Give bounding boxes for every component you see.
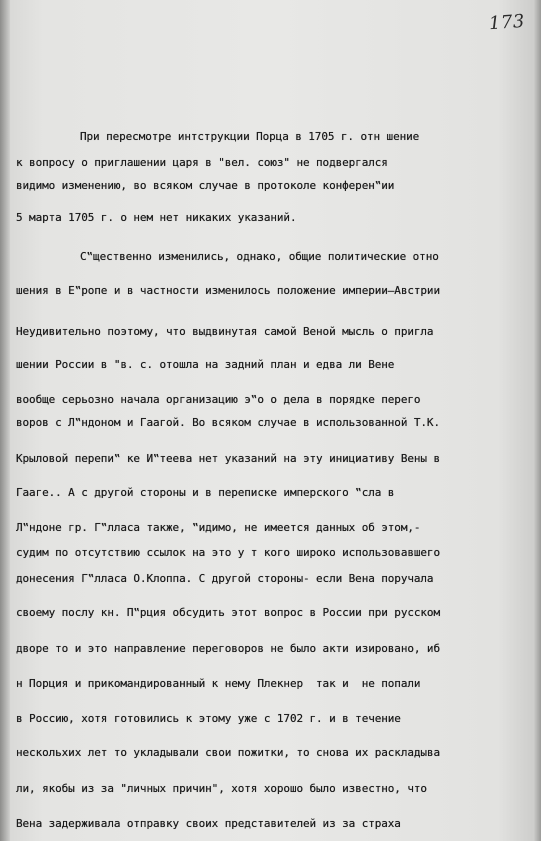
text-line: Крыловой перепи‟ ке И‟теева нет указаний на эту инициативу Вены в bbox=[16, 452, 440, 465]
text-line: шения в Е‟ропе и в частности изменилось положение империи–Австрии bbox=[16, 284, 440, 297]
text-line: н Порция и прикомандированный к нему Плекнер так и не попали bbox=[16, 677, 421, 690]
text-line: Гааге.. А с другой стороны и в переписке имперского ‟сла в bbox=[16, 486, 395, 499]
text-line: воров с Л‟ндоном и Гаагой. Во всяком случае в использованной Т.К. bbox=[16, 416, 440, 429]
text-line: нескольхих лет то укладывали свои пожитки, то снова их раскладыва bbox=[16, 746, 440, 759]
text-line: донесения Г‟лласа О.Клоппа. С другой стороны- если Вена поручала bbox=[16, 572, 434, 585]
text-line: Вена задерживала отправку своих представителей из за страха bbox=[16, 817, 401, 830]
text-line: шении России в "в. с. отошла на задний план и едва ли Вене bbox=[16, 358, 395, 371]
text-line: к вопросу о приглашении царя в "вел. союз" не подвергался bbox=[16, 156, 388, 169]
text-line: вообще серьозно начала организацию э‟о о дела в порядке перего bbox=[16, 393, 421, 406]
text-line: Неудивительно поэтому, что выдвинутая самой Веной мысль о пригла bbox=[16, 325, 434, 338]
text-line: Л‟ндоне гр. Г‟лласа также, ‟идимо, не имеется данных об этом,- bbox=[16, 521, 421, 534]
text-line: ли, якобы из за "личных причин", хотя хорошо было известно, что bbox=[16, 782, 427, 795]
text-line: С‟щественно изменились, однако, общие политические отно bbox=[80, 250, 439, 263]
text-line: в Россию, хотя готовились к этому уже с 1702 г. и в течение bbox=[16, 712, 401, 725]
text-line: При пересмотре интструкции Порца в 1705 г. отн шение bbox=[80, 130, 420, 143]
text-line: видимо изменению, во всяком случае в протоколе конферен‟ии bbox=[16, 179, 395, 192]
text-line: дворе то и это направление переговоров не было акти изировано, иб bbox=[16, 642, 440, 655]
page-number: 173 bbox=[488, 10, 526, 35]
text-line: 5 марта 1705 г. о нем нет никаких указаний. bbox=[16, 211, 297, 224]
text-line: судим по отсутствию ссылок на это у т кого широко использовавшего bbox=[16, 546, 440, 559]
text-line: своему послу кн. П‟рция обсудить этот вопрос в России при русском bbox=[16, 606, 440, 619]
